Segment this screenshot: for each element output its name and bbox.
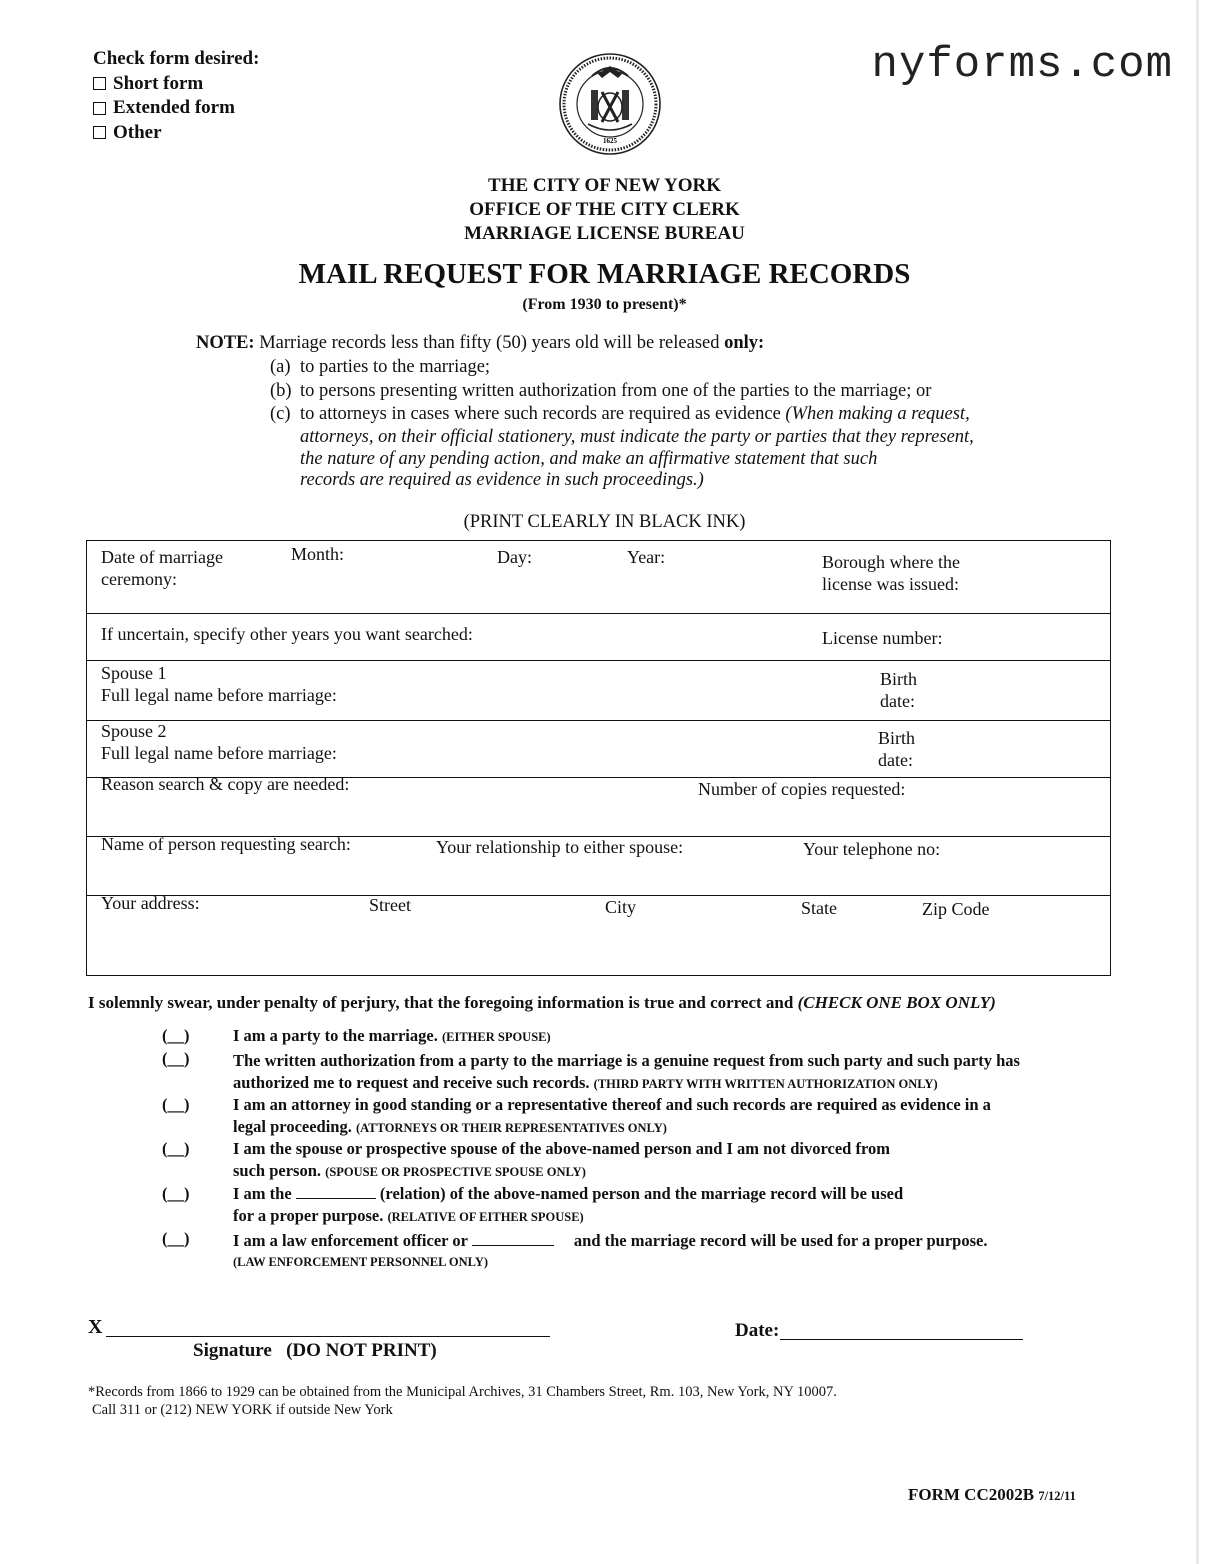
short-form-checkbox[interactable] xyxy=(93,77,106,90)
city-field[interactable]: City xyxy=(605,897,637,917)
note-item-c: (c) to attorneys in cases where such records are required as evidence (When making a request, xyxy=(270,404,970,424)
other-years-field[interactable]: If uncertain, specify other years you want searched: xyxy=(101,624,473,644)
oath-checkbox-1[interactable]: (__) xyxy=(162,1026,190,1045)
telephone-field[interactable]: Your telephone no: xyxy=(803,839,941,859)
note-continuation-2: the nature of any pending action, and make an affirmative statement that such xyxy=(300,449,878,469)
note-item-b: (b) to persons presenting written authorization from one of the parties to the marriage; or xyxy=(270,381,932,401)
note-item-a: (a) to parties to the marriage; xyxy=(270,357,491,377)
oath-checkbox-2[interactable]: (__) xyxy=(162,1049,190,1068)
year-field[interactable]: Year: xyxy=(627,547,666,567)
oath-statement: I solemnly swear, under penalty of perjury, that the foregoing information is true and correct and (CHECK ONE BOX ONLY) xyxy=(88,993,996,1012)
other-form-checkbox[interactable] xyxy=(93,126,106,139)
extended-form-checkbox[interactable] xyxy=(93,102,106,115)
borough-field[interactable]: Borough where the license was issued: xyxy=(822,552,960,594)
city-seal-icon xyxy=(558,52,662,156)
oath-checkbox-6[interactable]: (__) xyxy=(162,1229,190,1248)
note-only: only: xyxy=(724,333,765,353)
address-label: Your address: xyxy=(101,893,200,913)
oath-checkbox-5[interactable]: (__) xyxy=(162,1184,190,1203)
signature-x-mark: X xyxy=(88,1316,103,1338)
oath-option-relative: I am the (relation) of the above-named person and the marriage record will be used for a proper purpose. (RELATIVE OF EITHER SPOUSE) xyxy=(233,1184,904,1225)
header-bureau: MARRIAGE LICENSE BUREAU xyxy=(464,223,745,244)
check-form-heading: Check form desired: xyxy=(93,48,260,69)
form-number: FORM CC2002B 7/12/11 xyxy=(908,1485,1076,1504)
request-form-table xyxy=(86,540,1111,976)
extended-form-option[interactable] xyxy=(93,96,259,121)
date-line[interactable] xyxy=(780,1339,1023,1340)
oath-checkbox-4[interactable]: (__) xyxy=(162,1139,190,1158)
zip-code-field[interactable]: Zip Code xyxy=(922,899,990,919)
reason-field[interactable]: Reason search & copy are needed: xyxy=(101,774,350,794)
header-city: THE CITY OF NEW YORK xyxy=(488,175,721,196)
signature-line[interactable] xyxy=(106,1336,550,1337)
oath-option-third-party: The written authorization from a party to the marriage is a genuine request from such party and such party has authorized me to request and receive such records. (THIRD PARTY WITH WRITTEN AUTHORIZATION ONLY) xyxy=(233,1051,1020,1092)
day-field[interactable]: Day: xyxy=(497,547,532,567)
extended-form-label: Extended form xyxy=(113,97,235,118)
footnote: *Records from 1866 to 1929 can be obtained from the Municipal Archives, 31 Chambers Street, Rm. 103, New York, NY 10007. Call 311 or (212) NEW YORK if outside New York xyxy=(88,1384,837,1418)
date-of-marriage-label: Date of marriage ceremony: xyxy=(101,547,223,589)
spouse2-name-field[interactable]: Spouse 2 Full legal name before marriage: xyxy=(101,721,337,763)
spouse1-name-field[interactable]: Spouse 1 Full legal name before marriage: xyxy=(101,663,337,705)
other-form-option[interactable] xyxy=(93,121,259,146)
header-office: OFFICE OF THE CITY CLERK xyxy=(469,199,740,220)
copies-requested-field[interactable]: Number of copies requested: xyxy=(698,779,906,799)
spouse2-birth-date-field[interactable]: Birth date: xyxy=(878,728,916,770)
release-note xyxy=(196,332,974,490)
requester-name-field[interactable]: Name of person requesting search: xyxy=(101,834,351,854)
month-field[interactable]: Month: xyxy=(291,544,345,564)
row-divider xyxy=(87,613,1110,614)
oath-option-law-enforcement: I am a law enforcement officer or and the marriage record will be used for a proper purpose. (LAW ENFORCEMENT PERSONNEL ONLY) xyxy=(233,1231,988,1269)
page-edge xyxy=(1196,0,1199,1564)
relationship-field[interactable]: Your relationship to either spouse: xyxy=(436,837,684,857)
page-subtitle: (From 1930 to present)* xyxy=(522,296,687,313)
relation-blank[interactable] xyxy=(296,1198,376,1199)
seal-year: 1625 xyxy=(603,137,617,145)
short-form-option[interactable] xyxy=(93,72,259,97)
other-form-label: Other xyxy=(113,121,162,143)
street-field[interactable]: Street xyxy=(369,895,411,915)
brand-watermark: nyforms.com xyxy=(871,40,1173,90)
date-label: Date: xyxy=(735,1320,780,1341)
form-type-selector xyxy=(93,47,259,145)
note-label: NOTE: xyxy=(196,333,255,353)
note-intro: Marriage records less than fifty (50) years old will be released xyxy=(254,333,725,353)
signature-label: Signature (DO NOT PRINT) xyxy=(193,1340,437,1361)
note-continuation-3: records are required as evidence in such proceedings.) xyxy=(300,470,704,490)
note-continuation-1: attorneys, on their official stationery, must indicate the party or parties that they represent, xyxy=(300,427,974,447)
print-instruction: (PRINT CLEARLY IN BLACK INK) xyxy=(463,512,746,532)
page-title: MAIL REQUEST FOR MARRIAGE RECORDS xyxy=(298,258,911,290)
oath-option-spouse: I am a party to the marriage. (EITHER SPOUSE) xyxy=(233,1026,551,1045)
row-divider xyxy=(87,660,1110,661)
agency-blank[interactable] xyxy=(472,1245,554,1246)
oath-option-prospective-spouse: I am the spouse or prospective spouse of the above-named person and I am not divorced from such person. (SPOUSE OR PROSPECTIVE SPOUSE ONLY) xyxy=(233,1139,890,1180)
row-divider xyxy=(87,895,1110,896)
license-number-field[interactable]: License number: xyxy=(822,628,943,648)
agency-header xyxy=(0,174,1209,246)
oath-checkbox-3[interactable]: (__) xyxy=(162,1095,190,1114)
short-form-label: Short form xyxy=(113,72,204,94)
oath-option-attorney: I am an attorney in good standing or a representative thereof and such records are required as evidence in a legal proceeding. (ATTORNEYS OR THEIR REPRESENTATIVES ONLY) xyxy=(233,1095,991,1136)
state-field[interactable]: State xyxy=(801,898,837,918)
spouse1-birth-date-field[interactable]: Birth date: xyxy=(880,669,918,711)
